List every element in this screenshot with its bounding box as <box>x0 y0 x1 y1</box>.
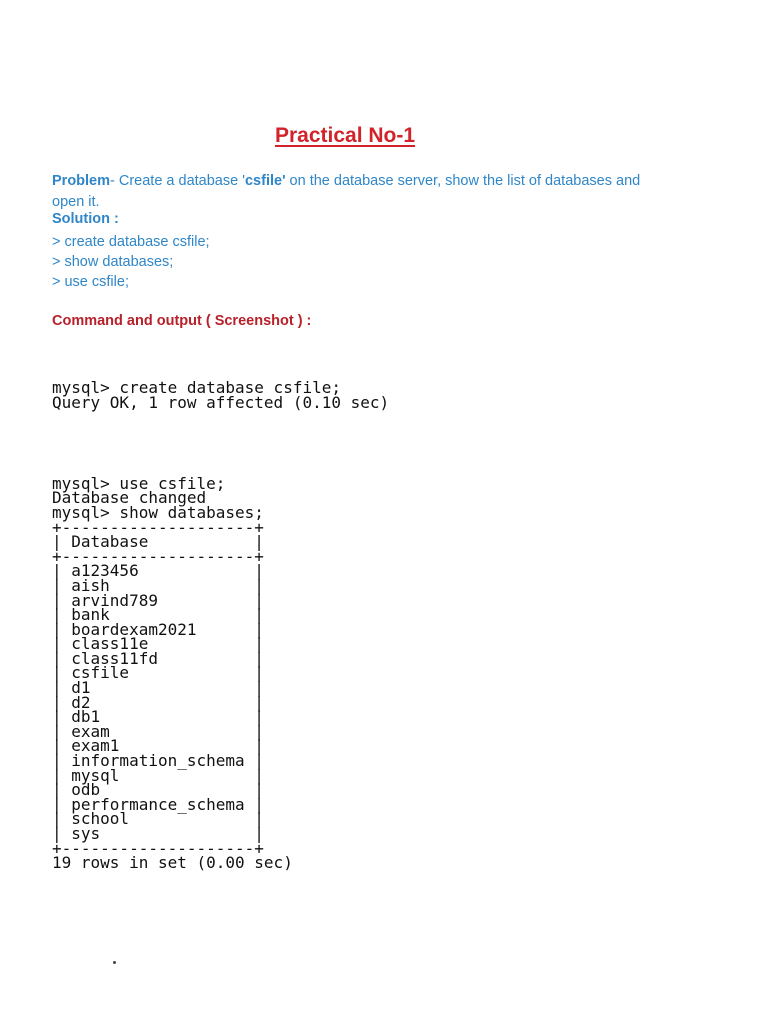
terminal-block-create <box>52 378 390 412</box>
problem-db-name: csfile' <box>244 173 286 189</box>
terminal-line: | csfile | <box>52 663 264 683</box>
terminal-line: | class11e | <box>52 634 264 654</box>
terminal-gap <box>52 440 389 448</box>
terminal-line: | sys | <box>52 824 264 843</box>
problem-text-tail: open it. <box>52 194 100 210</box>
stray-dot <box>113 961 116 964</box>
solution-steps <box>52 232 210 292</box>
terminal-line: | performance_schema | <box>52 794 264 814</box>
terminal-line: | odb | <box>52 780 264 800</box>
problem-text-before: - Create a database ' <box>110 173 245 189</box>
solution-label: Solution : <box>52 211 119 227</box>
terminal-line: +--------------------+ <box>52 838 264 858</box>
solution-step: > use csfile; <box>52 274 129 290</box>
terminal-line: | exam | <box>52 721 264 741</box>
terminal-line: | db1 | <box>52 707 264 727</box>
terminal-line: | exam1 | <box>52 736 264 756</box>
terminal-line: | Database | <box>52 532 264 552</box>
terminal-line: | boardexam2021 | <box>52 619 264 639</box>
terminal-line: Query OK, 1 row affected (0.10 sec) <box>52 392 390 412</box>
terminal-line: | mysql | <box>52 765 264 785</box>
terminal-block-show <box>52 473 389 873</box>
terminal-line: | arvind789 | <box>52 590 264 610</box>
solution-step: > create database csfile; <box>52 234 210 250</box>
command-output-heading: Command and output ( Screenshot ) : <box>52 313 312 329</box>
terminal-line: | bank | <box>52 605 264 625</box>
terminal-line: +--------------------+ <box>52 546 264 566</box>
terminal-line: 19 rows in set (0.00 sec) <box>52 853 293 873</box>
terminal-line: mysql> create database csfile; <box>52 378 341 398</box>
problem-text-after: on the database server, show the list of databases and <box>285 173 641 189</box>
terminal-line: | a123456 | <box>52 561 264 581</box>
terminal-line: mysql> use csfile; <box>52 473 226 493</box>
terminal-line: Database changed <box>52 488 207 508</box>
page-title: Practical No-1 <box>274 124 416 147</box>
terminal-screenshot <box>52 352 389 885</box>
terminal-line: | d2 | <box>52 692 264 712</box>
terminal-line: | class11fd | <box>52 648 264 668</box>
terminal-line: | aish | <box>52 575 264 595</box>
terminal-line: mysql> show databases; <box>52 502 264 522</box>
terminal-line: | information_schema | <box>52 751 264 771</box>
solution-step: > show databases; <box>52 254 174 270</box>
terminal-line: | d1 | <box>52 678 264 698</box>
problem-label: Problem <box>52 173 111 189</box>
terminal-line: +--------------------+ <box>52 517 264 537</box>
terminal-line: | school | <box>52 809 264 829</box>
problem-statement <box>52 171 712 213</box>
